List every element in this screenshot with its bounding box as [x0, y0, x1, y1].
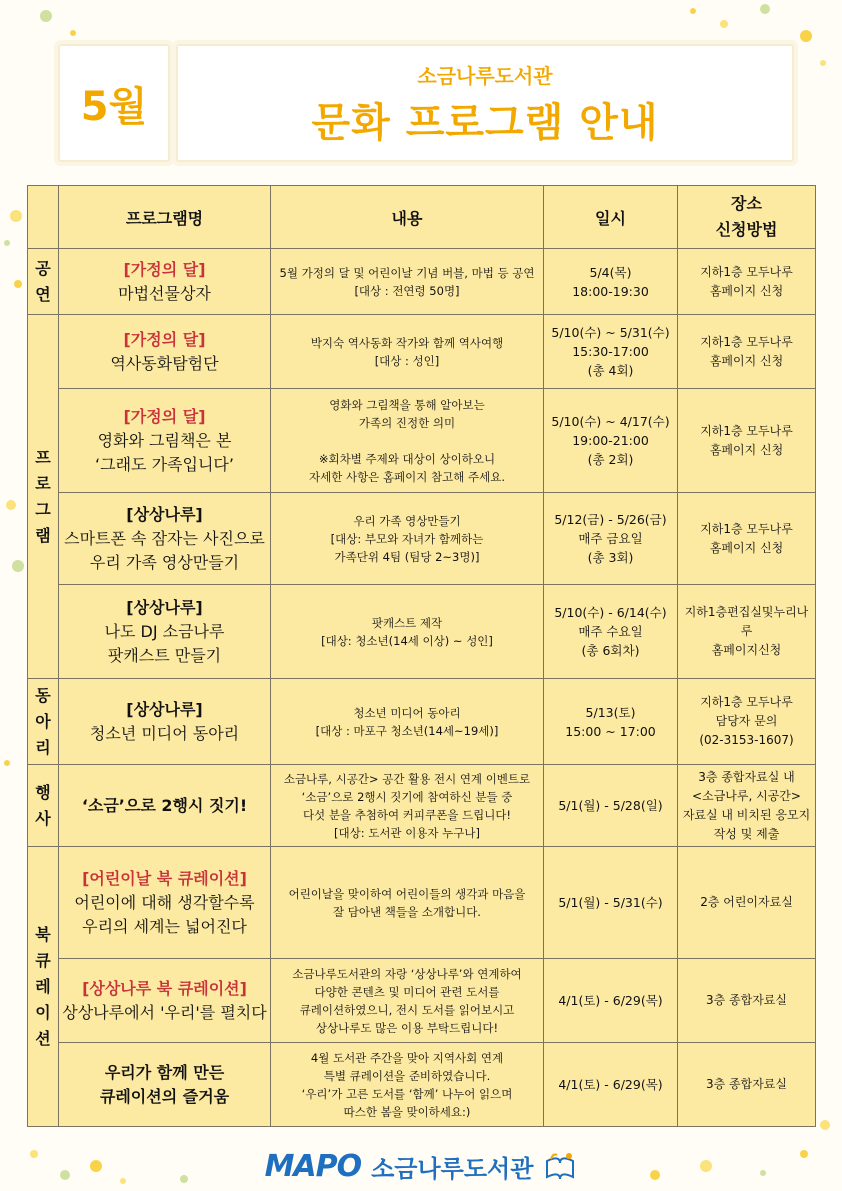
- program-tag: [가정의 달]: [123, 329, 206, 349]
- program-tag: [상상나루 북 큐레이션]: [82, 978, 247, 998]
- header-date: 일시: [544, 186, 678, 249]
- flower-icon: [10, 210, 22, 222]
- program-tag: [상상나루]: [126, 699, 203, 719]
- program-name: 역사동화탐험단: [110, 353, 219, 373]
- place-cell: 지하1층 모두나루 홈페이지 신청: [678, 249, 816, 315]
- content-cell: 박지숙 역사동화 작가와 함께 역사여행 [대상 : 성인]: [271, 315, 544, 389]
- program-name-cell: [59, 679, 271, 765]
- program-name: 스마트폰 속 잠자는 사진으로 우리 가족 영상만들기: [64, 528, 265, 572]
- footer-library-name: 소금나루도서관: [371, 1154, 534, 1183]
- flower-icon: [14, 280, 22, 288]
- table-row: [28, 959, 816, 1043]
- date-cell: 5/10(수) - 6/14(수) 매주 수요일 (총 6회차): [544, 585, 678, 679]
- place-cell: 2층 어린이자료실: [678, 847, 816, 959]
- program-tag: [상상나루]: [126, 597, 203, 617]
- flower-icon: [6, 500, 16, 510]
- date-cell: 4/1(토) - 6/29(목): [544, 959, 678, 1043]
- table-row: [28, 1043, 816, 1127]
- place-cell: 3층 종합자료실: [678, 1043, 816, 1127]
- page-title: 문화 프로그램 안내: [311, 100, 659, 146]
- flower-icon: [760, 4, 770, 14]
- program-name: 영화와 그림책은 본 ‘그래도 가족입니다’: [95, 430, 234, 474]
- flower-icon: [690, 8, 696, 14]
- table-row: [28, 585, 816, 679]
- content-cell: 청소년 미디어 동아리 [대상 : 마포구 청소년(14세~19세)]: [271, 679, 544, 765]
- place-cell: 지하1층 모두나루 홈페이지 신청: [678, 389, 816, 493]
- content-cell: 어린이날을 맞이하여 어린이들의 생각과 마음을 잘 담아낸 책들을 소개합니다.: [271, 847, 544, 959]
- table-row: [28, 389, 816, 493]
- page-header: [58, 44, 790, 158]
- flower-icon: [12, 560, 24, 572]
- flower-icon: [70, 30, 76, 36]
- content-cell: 팟캐스트 제작 [대상: 청소년(14세 이상) ~ 성인]: [271, 585, 544, 679]
- category-cell: 동 아 리: [28, 679, 59, 765]
- title-box: [176, 44, 794, 162]
- month-box: [58, 44, 170, 162]
- program-name-cell: [59, 315, 271, 389]
- date-cell: 5/12(금) - 5/26(금) 매주 금요일 (총 3회): [544, 493, 678, 585]
- program-name: 우리가 함께 만든 큐레이션의 즐거움: [99, 1062, 230, 1106]
- content-cell: 우리 가족 영상만들기 [대상: 부모와 자녀가 함께하는 가족단위 4팀 (팀당 2~3명)]: [271, 493, 544, 585]
- content-cell: 소금나루도서관의 자랑 ‘상상나루’와 연계하여 다양한 콘텐츠 및 미디어 관련 도서를 큐레이션하였으니, 전시 도서를 읽어보시고 상상나루도 많은 이용 부탁드립니다!: [271, 959, 544, 1043]
- flower-icon: [720, 20, 728, 28]
- program-tag: [상상나루]: [126, 504, 203, 524]
- category-cell: 북 큐 레 이 션: [28, 847, 59, 1127]
- book-icon: [543, 1151, 577, 1181]
- program-name-cell: [59, 493, 271, 585]
- program-name: 마법선물상자: [118, 283, 211, 303]
- content-cell: 4월 도서관 주간을 맞아 지역사회 연계 특별 큐레이션을 준비하였습니다. ‘우리’가 고른 도서를 ‘함께’ 나누어 읽으며 따스한 봄을 맞이하세요:): [271, 1043, 544, 1127]
- place-cell: 지하1층편집실및누리나루 홈페이지신청: [678, 585, 816, 679]
- date-cell: 5/4(목) 18:00-19:30: [544, 249, 678, 315]
- table-row: [28, 493, 816, 585]
- program-name-cell: [59, 765, 271, 847]
- table-row: [28, 679, 816, 765]
- program-name-cell: [59, 249, 271, 315]
- date-cell: 4/1(토) - 6/29(목): [544, 1043, 678, 1127]
- flower-icon: [820, 1120, 830, 1130]
- table-row: [28, 847, 816, 959]
- content-cell: 소금나루, 시공간> 공간 활용 전시 연계 이벤트로 ‘소금’으로 2행시 짓기에 참여하신 분들 중 다섯 분을 추첨하여 커피쿠폰을 드립니다! [대상: 도서관 이용자 누구나]: [271, 765, 544, 847]
- program-name-cell: [59, 847, 271, 959]
- month-label: 5월: [80, 83, 148, 130]
- place-cell: 3층 종합자료실: [678, 959, 816, 1043]
- program-tag: [가정의 달]: [123, 406, 206, 426]
- mapo-logo: MAPO: [264, 1148, 362, 1184]
- program-name: 상상나루에서 '우리'를 펼치다: [62, 1002, 267, 1022]
- program-name: 청소년 미디어 동아리: [89, 723, 240, 743]
- table-row: [28, 249, 816, 315]
- place-cell: 3층 종합자료실 내 <소금나루, 시공간> 자료실 내 비치된 응모지 작성 및 제출: [678, 765, 816, 847]
- header-place: 장소 신청방법: [678, 186, 816, 249]
- program-name: ‘소금’으로 2행시 짓기!: [81, 795, 248, 815]
- place-cell: 지하1층 모두나루 홈페이지 신청: [678, 493, 816, 585]
- flower-icon: [820, 60, 826, 66]
- program-name: 나도 DJ 소금나루 팟캐스트 만들기: [104, 621, 225, 665]
- flower-icon: [4, 760, 10, 766]
- program-table: [27, 185, 816, 1127]
- table-header-row: [28, 186, 816, 249]
- program-name-cell: [59, 585, 271, 679]
- date-cell: 5/10(수) ~ 5/31(수) 15:30-17:00 (총 4회): [544, 315, 678, 389]
- flower-icon: [800, 30, 812, 42]
- table-row: [28, 315, 816, 389]
- content-cell: 5월 가정의 달 및 어린이날 기념 버블, 마법 등 공연 [대상 : 전연령 50명]: [271, 249, 544, 315]
- category-cell: 프 로 그 램: [28, 315, 59, 679]
- date-cell: 5/1(월) - 5/28(일): [544, 765, 678, 847]
- footer-logo: [0, 1148, 842, 1184]
- category-cell: 공 연: [28, 249, 59, 315]
- program-tag: [어린이날 북 큐레이션]: [82, 868, 247, 888]
- date-cell: 5/1(월) - 5/31(수): [544, 847, 678, 959]
- content-cell: 영화와 그림책을 통해 알아보는 가족의 진정한 의미 ※회차별 주제와 대상이 상이하오니 자세한 사항은 홈페이지 참고해 주세요.: [271, 389, 544, 493]
- program-tag: [가정의 달]: [123, 259, 206, 279]
- place-cell: 지하1층 모두나루 홈페이지 신청: [678, 315, 816, 389]
- table-row: [28, 765, 816, 847]
- program-name-cell: [59, 959, 271, 1043]
- flower-icon: [4, 240, 10, 246]
- library-name: 소금나루도서관: [417, 64, 553, 88]
- date-cell: 5/13(토) 15:00 ~ 17:00: [544, 679, 678, 765]
- place-cell: 지하1층 모두나루 담당자 문의 (02-3153-1607): [678, 679, 816, 765]
- program-name-cell: [59, 1043, 271, 1127]
- flower-icon: [40, 10, 52, 22]
- program-name-cell: [59, 389, 271, 493]
- category-cell: 행 사: [28, 765, 59, 847]
- program-name: 어린이에 대해 생각할수록 우리의 세계는 넓어진다: [74, 892, 255, 936]
- date-cell: 5/10(수) ~ 4/17(수) 19:00-21:00 (총 2회): [544, 389, 678, 493]
- header-program: 프로그램명: [59, 186, 271, 249]
- header-content: 내용: [271, 186, 544, 249]
- header-blank: [28, 186, 59, 249]
